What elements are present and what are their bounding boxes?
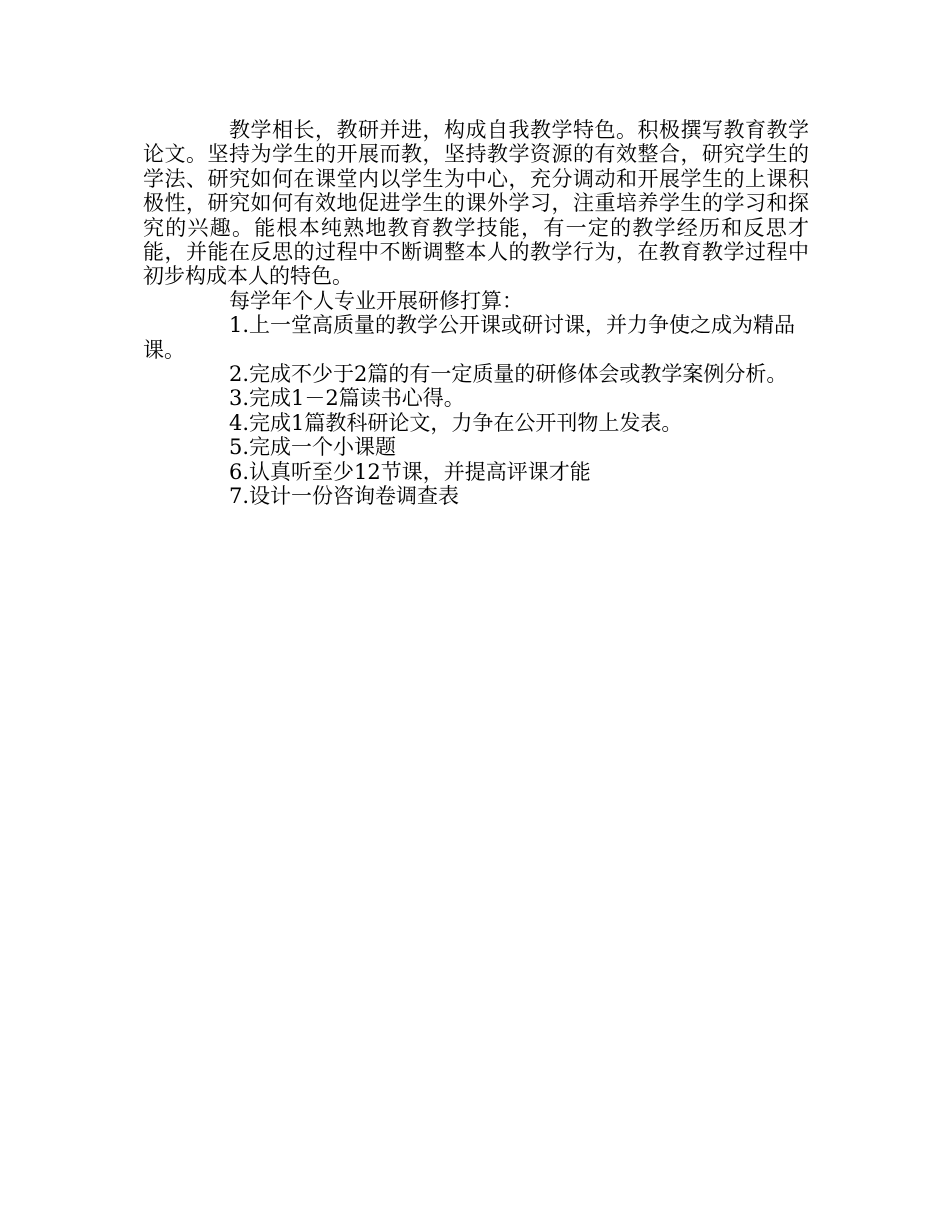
plan-item-7: 7.设计一份咨询卷调查表 (229, 484, 460, 509)
plan-item-3: 3.完成1－2篇读书心得。 (229, 386, 465, 411)
intro-paragraph: 教学相长，教研并进，构成自我教学特色。积极撰写教育教学论文。坚持为学生的开展而教，坚持教学资源的有效整合，研究学生的学法、研究如何在课堂内以学生为中心，充分调动和开展学生的上课积极性，研究如何有效地促进学生的课外学习，注重培养学生的学习和探究的兴趣。能根本纯熟地教育教学技能，有一定的教学经历和反思才能，并能在反思的过程中不断调整本人的教学行为，在教育教学过程中初步构成本人的特色。 (143, 118, 809, 289)
plan-item-1: 1.上一堂高质量的教学公开课或研讨课，并力争使之成为精品课。 (143, 313, 796, 362)
document-body (143, 118, 809, 509)
plan-item-6: 6.认真听至少12节课，并提高评课才能 (229, 459, 591, 484)
plan-item-5: 5.完成一个小课题 (229, 435, 397, 460)
plan-item-4: 4.完成1篇教科研论文，力争在公开刊物上发表。 (229, 410, 683, 435)
plan-heading: 每学年个人专业开展研修打算： (229, 288, 523, 313)
plan-item-2: 2.完成不少于2篇的有一定质量的研修体会或教学案例分析。 (229, 362, 788, 387)
